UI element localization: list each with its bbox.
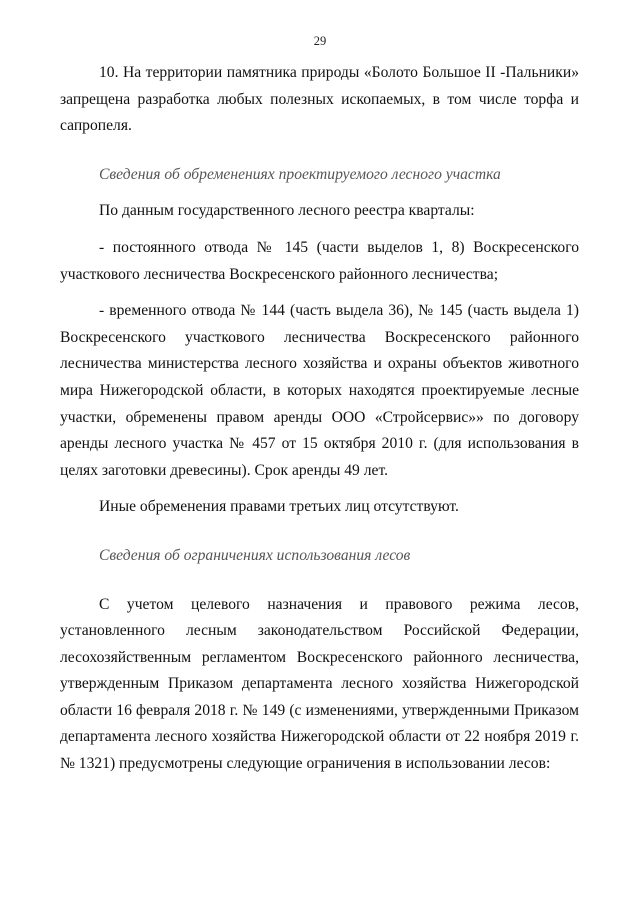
paragraph-registry-intro: По данным государственного лесного реестра кварталы:: [99, 202, 475, 220]
paragraph-restrictions-basis: С учетом целевого назначения и правового режима лесов, установленного лесным законодательством Российской Федерации, лесохозяйственным регламентом Воскресенского районного лесничества, утвержденным Приказом департамента лесного хозяйства Нижегородской области 16 февраля 2018 г. № 149 (с изменениями, утвержденными Приказом департамента лесного хозяйства Нижегородской области от 22 ноября 2019 г. № 1321) предусмотрены следующие ограничения в использовании лесов:: [60, 595, 579, 773]
paragraph-temporary-allotment: - временного отвода № 144 (часть выдела 36), № 145 (часть выдела 1) Воскресенского участкового лесничества Воскресенского районного лесничества министерства лесного хозяйства и охраны объектов животного мира Нижегородской области, в которых находятся проектируемые лесные участки, обременены правом аренды ООО «Стройсервис»» по договору аренды лесного участка № 457 от 15 октября 2010 г. (для использования в целях заготовки древесины). Срок аренды 49 лет.: [60, 302, 579, 479]
paragraph-permanent-allotment: - постоянного отвода № 145 (части выделов 1, 8) Воскресенского участкового лесничества Воскресенского районного лесничества;: [60, 238, 579, 283]
paragraph-no-other-encumbrances: Иные обременения правами третьих лиц отсутствуют.: [99, 498, 459, 516]
page-content: [60, 60, 579, 778]
section-heading-encumbrances: Сведения об обременениях проектируемого лесного участка: [99, 165, 501, 183]
page-number: 29: [313, 34, 327, 48]
section-heading-restrictions: Сведения об ограничениях использования лесов: [99, 546, 411, 564]
paragraph-peat-prohibition: 10. На территории памятника природы «Болото Большое II -Пальники» запрещена разработка любых полезных ископаемых, в том числе торфа и сапропеля.: [60, 64, 579, 135]
